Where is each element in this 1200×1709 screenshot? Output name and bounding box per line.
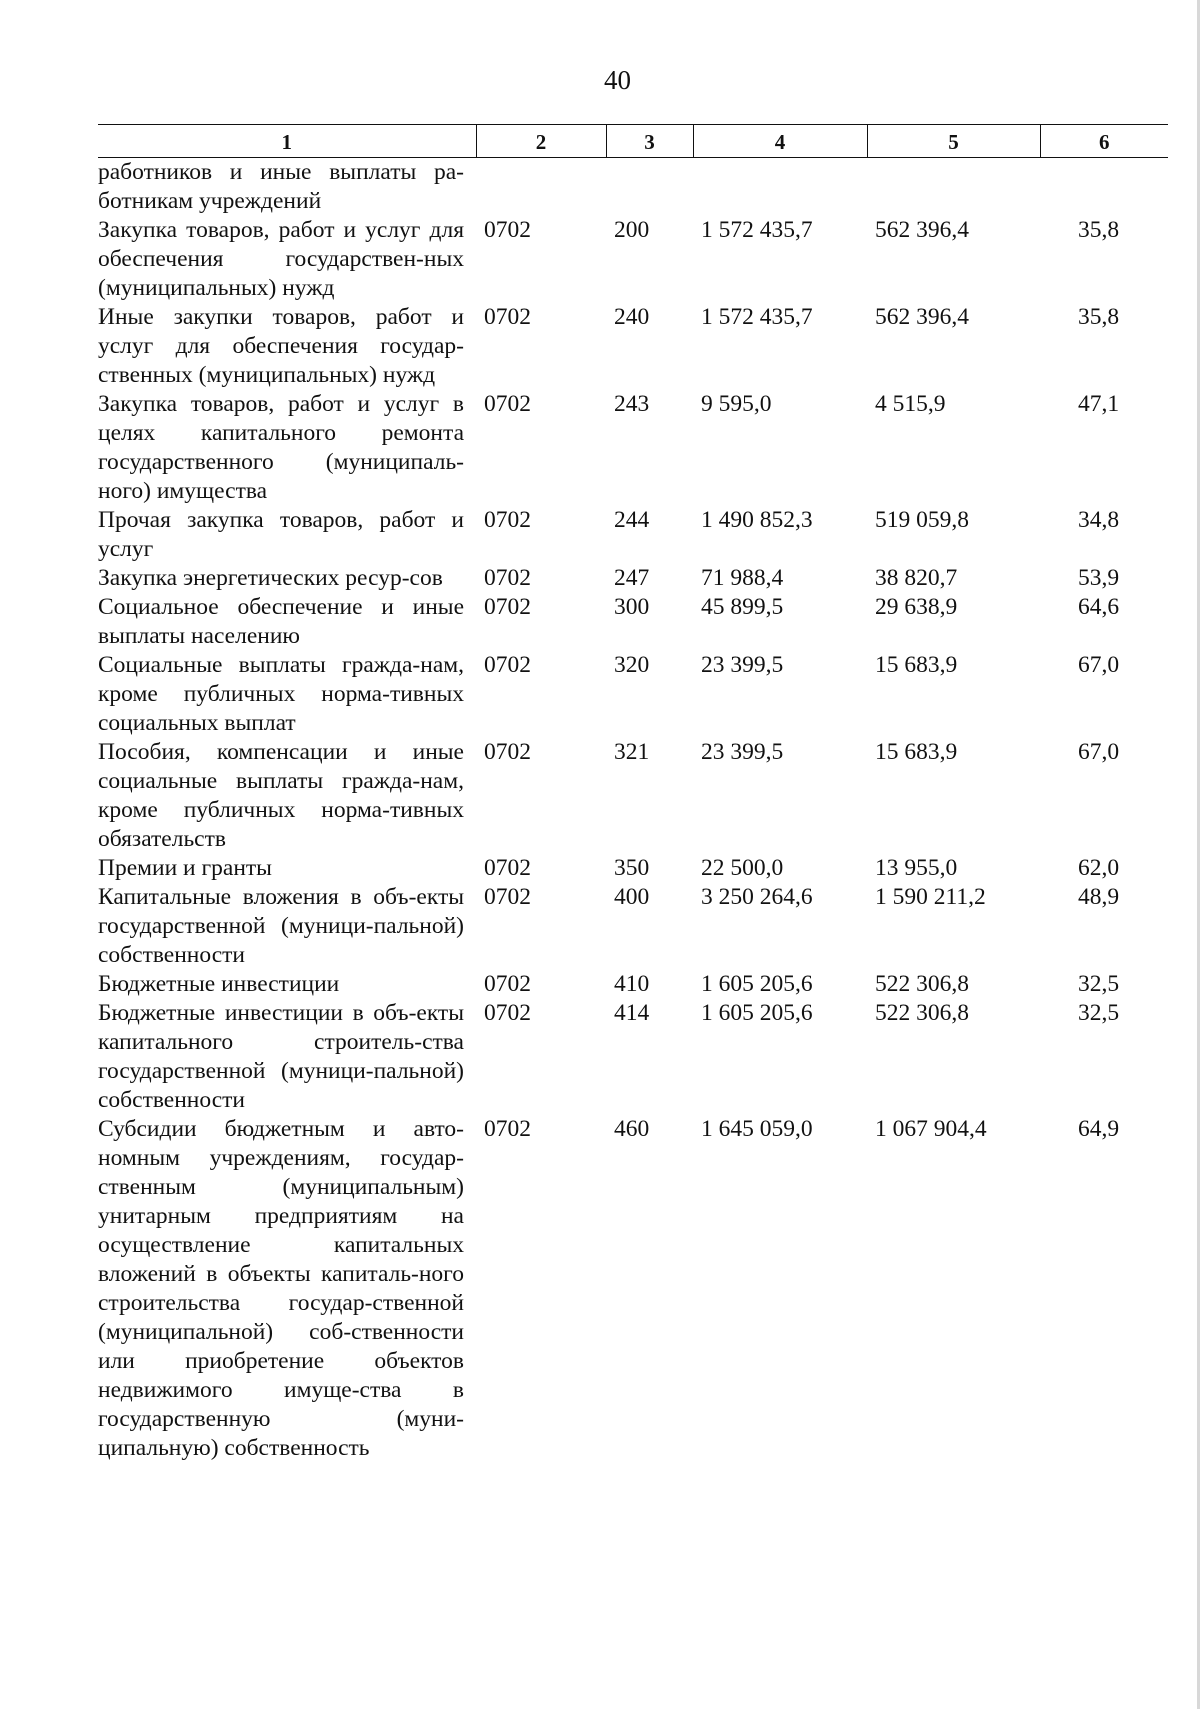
executed-amount: 522 306,8 (875, 1000, 969, 1026)
column-header-4: 4 (693, 125, 867, 158)
planned-amount: 23 399,5 (701, 739, 784, 765)
executed-amount: 15 683,9 (875, 739, 958, 765)
column-header-6: 6 (1040, 125, 1168, 158)
planned-amount: 1 605 205,6 (701, 1000, 813, 1026)
row-description: Пособия, компенсации и иные социальные выплаты гражда-нам, кроме публичных норма-тивных обязательств (98, 739, 464, 852)
planned-amount: 1 572 435,7 (701, 304, 813, 330)
column-header-2: 2 (476, 125, 606, 158)
row-description: Закупка товаров, работ и услуг в целях капитального ремонта государственного (муниципаль-ного) имущества (98, 391, 464, 504)
column-header-1: 1 (98, 125, 476, 158)
row-description: Бюджетные инвестиции в объ-екты капитального строитель-ства государственной (муници-пальной) собственности (98, 1000, 464, 1113)
expense-type-code: 350 (614, 855, 650, 881)
section-code: 0702 (484, 304, 531, 330)
row-description: Прочая закупка товаров, работ и услуг (98, 507, 464, 562)
execution-percent: 48,9 (1078, 884, 1120, 910)
table-row (98, 390, 1168, 506)
row-description: Социальное обеспечение и иные выплаты населению (98, 594, 464, 649)
row-description: Закупка энергетических ресур-сов (98, 565, 443, 591)
executed-amount: 13 955,0 (875, 855, 958, 881)
expense-type-code: 320 (614, 652, 650, 678)
table-row (98, 564, 1168, 593)
section-code: 0702 (484, 507, 531, 533)
column-header-3: 3 (606, 125, 693, 158)
section-code: 0702 (484, 855, 531, 881)
expense-type-code: 244 (614, 507, 650, 533)
expense-type-code: 321 (614, 739, 650, 765)
page-number: 40 (604, 65, 631, 95)
budget-table (98, 124, 1168, 1463)
executed-amount: 4 515,9 (875, 391, 946, 417)
section-code: 0702 (484, 884, 531, 910)
executed-amount: 38 820,7 (875, 565, 958, 591)
row-description: Социальные выплаты гражда-нам, кроме публичных норма-тивных социальных выплат (98, 652, 464, 736)
execution-percent: 62,0 (1078, 855, 1120, 881)
row-description: Субсидии бюджетным и авто-номным учреждениям, государ-ственным (муниципальным) унитарным предприятиям на осуществление капитальных вложений в объекты капиталь-ного строительства государ-ственной (муниципальной) соб-ственности или приобретение объектов недвижимого имуще-ства в государственную (муни-ципальную) собственность (98, 1116, 464, 1461)
execution-percent: 47,1 (1078, 391, 1120, 417)
section-code: 0702 (484, 565, 531, 591)
table-row (98, 883, 1168, 970)
executed-amount: 562 396,4 (875, 217, 969, 243)
table-row (98, 651, 1168, 738)
executed-amount: 519 059,8 (875, 507, 969, 533)
planned-amount: 22 500,0 (701, 855, 784, 881)
row-description: работников и иные выплаты ра-ботникам учреждений (98, 159, 464, 214)
table-row (98, 216, 1168, 303)
execution-percent: 67,0 (1078, 739, 1120, 765)
planned-amount: 3 250 264,6 (701, 884, 813, 910)
row-description: Премии и гранты (98, 855, 272, 881)
expense-type-code: 240 (614, 304, 650, 330)
planned-amount: 71 988,4 (701, 565, 784, 591)
section-code: 0702 (484, 217, 531, 243)
execution-percent: 35,8 (1078, 304, 1120, 330)
expense-type-code: 247 (614, 565, 650, 591)
executed-amount: 1 067 904,4 (875, 1116, 987, 1142)
execution-percent: 64,6 (1078, 594, 1120, 620)
planned-amount: 1 572 435,7 (701, 217, 813, 243)
row-description: Иные закупки товаров, работ и услуг для обеспечения государ-ственных (муниципальных) нужд (98, 304, 464, 388)
row-description: Закупка товаров, работ и услуг для обеспечения государствен-ных (муниципальных) нужд (98, 217, 464, 301)
planned-amount: 1 645 059,0 (701, 1116, 813, 1142)
table-row (98, 738, 1168, 854)
planned-amount: 23 399,5 (701, 652, 784, 678)
executed-amount: 1 590 211,2 (875, 884, 986, 910)
expense-type-code: 200 (614, 217, 650, 243)
section-code: 0702 (484, 971, 531, 997)
execution-percent: 67,0 (1078, 652, 1120, 678)
section-code: 0702 (484, 391, 531, 417)
table-row (98, 854, 1168, 883)
expense-type-code: 400 (614, 884, 650, 910)
section-code: 0702 (484, 652, 531, 678)
planned-amount: 1 605 205,6 (701, 971, 813, 997)
execution-percent: 64,9 (1078, 1116, 1120, 1142)
executed-amount (867, 158, 1040, 217)
expense-type-code: 414 (614, 1000, 650, 1026)
expense-type-code (606, 158, 693, 217)
section-code: 0702 (484, 1116, 531, 1142)
section-code: 0702 (484, 1000, 531, 1026)
table-row (98, 158, 1168, 217)
execution-percent: 32,5 (1078, 1000, 1120, 1026)
execution-percent: 32,5 (1078, 971, 1120, 997)
expense-type-code: 243 (614, 391, 650, 417)
table-row (98, 593, 1168, 651)
row-description: Капитальные вложения в объ-екты государственной (муници-пальной) собственности (98, 884, 464, 968)
table-row (98, 303, 1168, 390)
column-header-5: 5 (867, 125, 1040, 158)
table-row (98, 999, 1168, 1115)
execution-percent: 53,9 (1078, 565, 1120, 591)
expense-type-code: 460 (614, 1116, 650, 1142)
execution-percent (1040, 158, 1168, 217)
table-body (98, 158, 1168, 1464)
row-description: Бюджетные инвестиции (98, 971, 340, 997)
executed-amount: 522 306,8 (875, 971, 969, 997)
table-header (98, 125, 1168, 158)
section-code: 0702 (484, 739, 531, 765)
executed-amount: 562 396,4 (875, 304, 969, 330)
header-row (98, 125, 1168, 158)
execution-percent: 35,8 (1078, 217, 1120, 243)
table-row (98, 1115, 1168, 1463)
planned-amount (693, 158, 867, 217)
executed-amount: 15 683,9 (875, 652, 958, 678)
execution-percent: 34,8 (1078, 507, 1120, 533)
planned-amount: 1 490 852,3 (701, 507, 813, 533)
planned-amount: 45 899,5 (701, 594, 784, 620)
section-code: 0702 (484, 594, 531, 620)
expense-type-code: 410 (614, 971, 650, 997)
executed-amount: 29 638,9 (875, 594, 958, 620)
table-row (98, 970, 1168, 999)
planned-amount: 9 595,0 (701, 391, 772, 417)
expense-type-code: 300 (614, 594, 650, 620)
section-code (476, 158, 606, 217)
table-row (98, 506, 1168, 564)
